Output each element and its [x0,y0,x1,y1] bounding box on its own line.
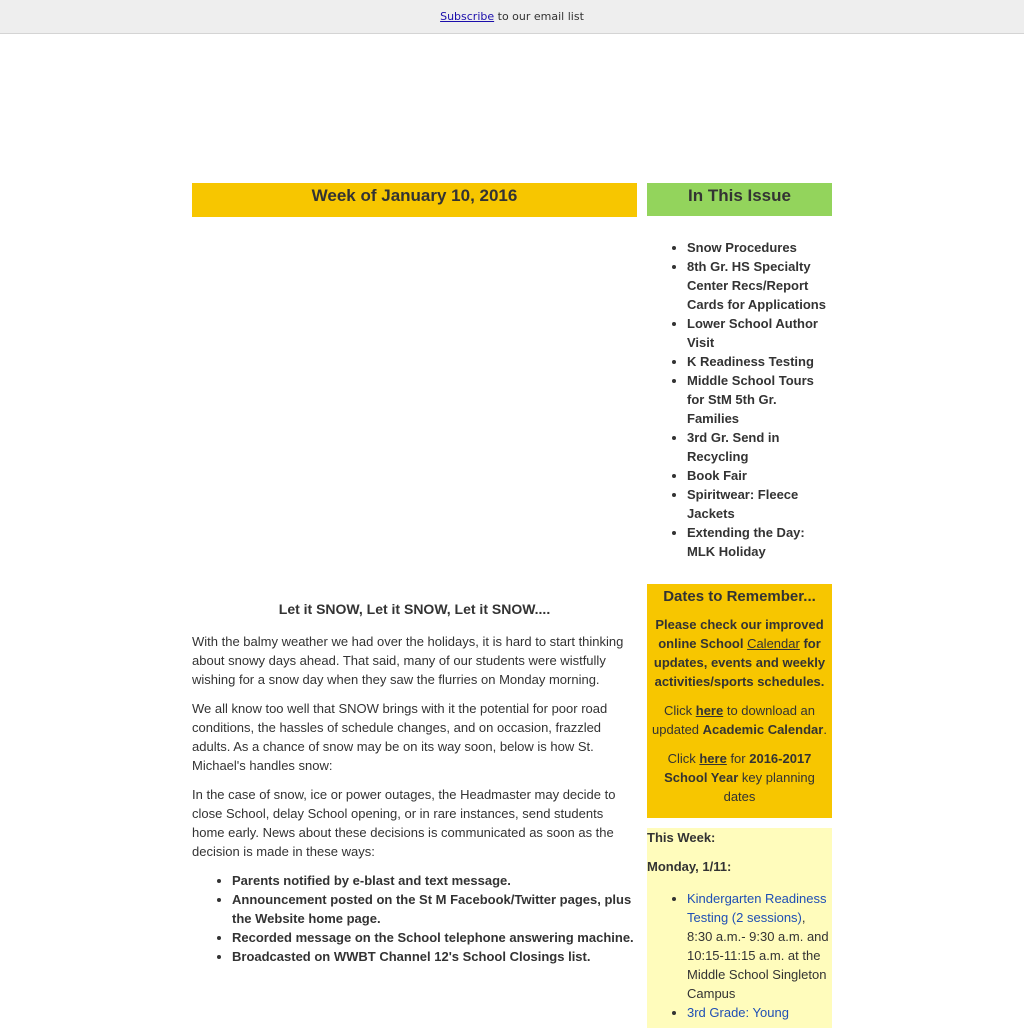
school-year-link[interactable]: here [699,751,727,766]
article-paragraph: In the case of snow, ice or power outages, the Headmaster may decide to close School, delay School opening, or in rare instances, send students home early. News about these decisions is communicated as soon as the decision is made in these ways: [192,787,616,859]
event-link[interactable]: 3rd Grade: Young [687,1005,789,1020]
academic-note-text: Click [663,703,696,718]
toc-item[interactable]: • 8th Gr. HS Specialty Center Recs/Report Cards for Applications [687,257,832,314]
academic-calendar-note [647,701,832,739]
notification-item: • Announcement posted on the St M Facebook/Twitter pages, plus the Website home page. [232,890,637,928]
in-this-issue-header: In This Issue [647,183,832,216]
toc-item[interactable]: • Lower School Author Visit [687,314,832,352]
school-year-note [647,749,832,806]
toc-item[interactable]: • K Readiness Testing [687,352,832,371]
this-week-box [647,828,832,1028]
dates-title: Dates to Remember... [663,588,816,605]
event-details: , 8:30 a.m.- 9:30 a.m. and 10:15-11:15 a.m. at the Middle School Singleton Campus [687,910,829,1001]
toc-item[interactable]: • Book Fair [687,466,832,485]
school-year-note-text: key planning dates [723,770,815,804]
article-title: Let it SNOW, Let it SNOW, Let it SNOW.... [278,601,551,617]
article-paragraph: With the balmy weather we had over the holidays, it is hard to start thinking about snowy days ahead. That said, many of our students were wistfully wishing for a snow day when they saw the flurries on Monday morning. [192,634,624,687]
toc-item[interactable]: • Extending the Day: MLK Holiday [687,523,832,561]
notification-list [192,871,637,966]
calendar-note [647,615,832,691]
academic-note-text: to download an updated [652,703,816,737]
notification-item: • Parents notified by e-blast and text message. [232,871,637,890]
academic-note-text: . [823,722,827,737]
toc-item[interactable]: • Snow Procedures [687,238,832,257]
event-item [687,1003,832,1022]
subscribe-link[interactable]: Subscribe [440,10,495,23]
toc-item[interactable]: • Spiritwear: Fleece Jackets [687,485,832,523]
academic-calendar-link[interactable]: here [695,703,724,718]
event-link[interactable]: Kindergarten Readiness Testing (2 sessions) [687,891,827,925]
academic-calendar-label: Academic Calendar [702,722,824,737]
school-year-label: 2016-2017 School Year [664,751,812,785]
sidebar [647,183,832,1020]
toc-item[interactable]: • Middle School Tours for StM 5th Gr. Families [687,371,832,428]
subscribe-bar [0,0,1024,34]
calendar-note-text: Please check our improved online School [655,617,824,651]
main-column [192,183,637,966]
subscribe-bar-text: to our email list [494,10,584,23]
calendar-link[interactable]: Calendar [747,636,800,651]
event-item [687,889,832,1003]
hero-image-area [192,217,637,600]
notification-item: • Recorded message on the School telephone answering machine. [232,928,637,947]
school-year-note-text: for [726,751,750,766]
school-year-note-text: Click [667,751,700,766]
monday-events [647,889,832,1022]
this-week-label: This Week: [647,830,716,845]
calendar-note-text: for updates, events and weekly activities/sports schedules. [653,636,826,689]
article-paragraph: We all know too well that SNOW brings with it the potential for poor road conditions, the hassles of schedule changes, and on occasion, frazzled adults. As a chance of snow may be on its way soon, below is how St. Michael's handles snow: [192,701,608,773]
issue-toc [647,238,832,561]
dates-to-remember-box [647,584,832,818]
monday-label: Monday, 1/11: [647,859,732,874]
toc-item[interactable]: • 3rd Gr. Send in Recycling [687,428,832,466]
notification-item: • Broadcasted on WWBT Channel 12's School Closings list. [232,947,637,966]
week-header: Week of January 10, 2016 [192,183,637,217]
